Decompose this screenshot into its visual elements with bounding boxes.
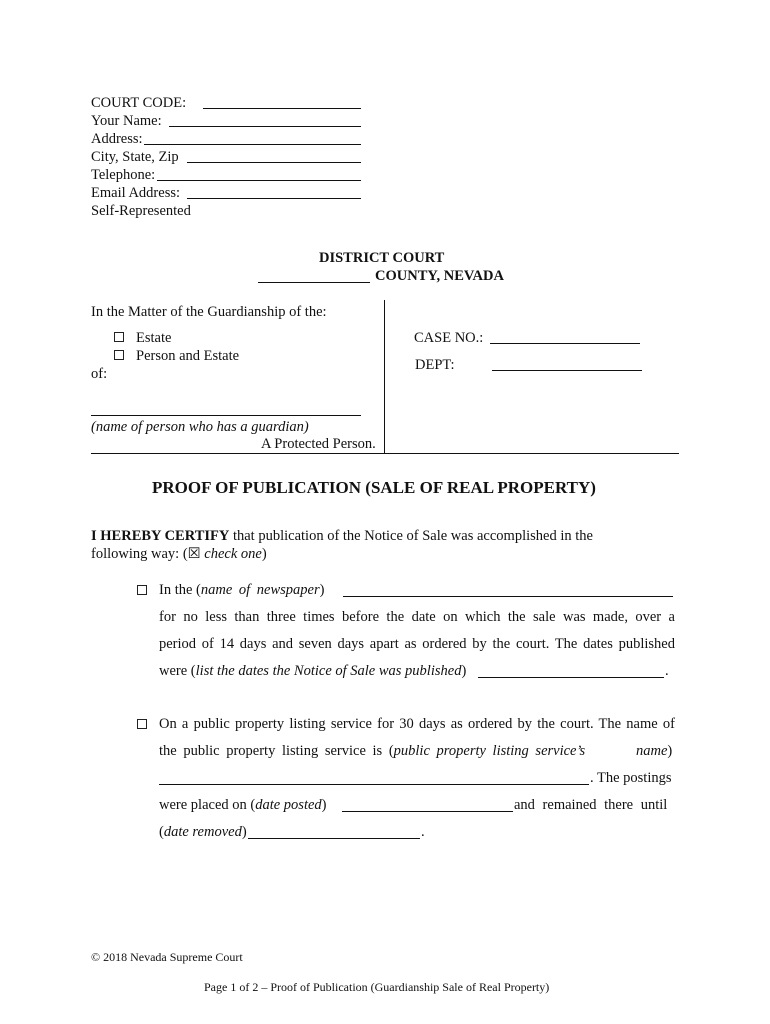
option2-line4-close: ) [321, 797, 327, 813]
dept-label: DEPT: [415, 357, 455, 373]
address-field[interactable] [144, 144, 361, 145]
name-hint: (name of person who has a guardian) [91, 419, 309, 435]
dept-field[interactable] [492, 370, 642, 371]
option2-line4-a: were placed on ( [159, 797, 256, 813]
listing-service-name-field[interactable] [159, 784, 589, 785]
telephone-field[interactable] [157, 180, 361, 181]
option2-line4-b: and remained there until [514, 797, 668, 813]
option1-line4-close: ) [461, 663, 467, 679]
of-label: of: [91, 366, 108, 382]
case-no-field[interactable] [490, 343, 640, 344]
option1-line-2: for no less than three times before the date on which the sale was made, over a [159, 609, 675, 625]
page-footer: Page 1 of 2 – Proof of Publication (Guardianship Sale of Real Property) [204, 980, 550, 994]
certify-line2-a: following way: ( [91, 546, 188, 562]
newspaper-checkbox[interactable] [137, 585, 147, 595]
newspaper-name-field[interactable] [343, 596, 673, 597]
estate-label: Estate [136, 330, 172, 346]
your-name-label: Your Name: [91, 113, 162, 129]
option2-line2-close: ) [667, 743, 673, 759]
newspaper-hint: name of newspaper [200, 582, 320, 598]
person-estate-checkbox[interactable] [114, 350, 124, 360]
certify-line-1 [91, 528, 593, 545]
option2-line-5 [159, 824, 247, 841]
email-field[interactable] [187, 198, 361, 199]
option2-line-4a [159, 797, 327, 814]
option1-line-1 [159, 582, 324, 599]
option2-line2-tail [636, 743, 672, 760]
date-removed-field[interactable] [248, 838, 420, 839]
option1-line4-end: . [665, 663, 669, 679]
certify-rest: that publication of the Notice of Sale was accomplished in the [229, 528, 593, 544]
certify-line2-close: ) [261, 546, 267, 562]
address-label: Address: [91, 131, 143, 147]
estate-checkbox[interactable] [114, 332, 124, 342]
option1-line4-a: were ( [159, 663, 196, 679]
option1-a-close: ) [319, 582, 325, 598]
protected-person-name-field[interactable] [91, 415, 361, 416]
option2-line-2 [159, 743, 585, 760]
self-represented-label: Self-Represented [91, 203, 191, 219]
certify-line-2 [91, 546, 267, 563]
certify-bold: I HEREBY CERTIFY [91, 528, 230, 544]
date-posted-hint: date posted [255, 797, 322, 813]
option2-line2-a: the public property listing service is ( [159, 743, 394, 759]
option2-line5-a: ( [159, 824, 164, 840]
listing-service-hint: public property listing service’s [393, 743, 586, 759]
listing-service-name-hint: name [636, 743, 668, 759]
date-removed-hint: date removed [163, 824, 242, 840]
checked-box-glyph: ☒ [187, 546, 201, 562]
check-one-hint: check one [200, 546, 262, 562]
option1-line-4 [159, 663, 466, 680]
option2-line3-end: . The postings [590, 770, 672, 786]
matter-label: In the Matter of the Guardianship of the: [91, 304, 327, 320]
person-estate-label: Person and Estate [136, 348, 240, 364]
date-posted-field[interactable] [342, 811, 513, 812]
city-state-zip-label: City, State, Zip [91, 149, 179, 165]
court-code-label: COURT CODE: [91, 95, 187, 111]
city-state-zip-field[interactable] [187, 162, 361, 163]
protected-person-label: A Protected Person. [261, 436, 376, 452]
case-no-label: CASE NO.: [414, 330, 484, 346]
copyright-notice: © 2018 Nevada Supreme Court [91, 950, 243, 964]
option2-line5-close: ) [241, 824, 247, 840]
court-title: DISTRICT COURT [319, 250, 445, 266]
caption-divider [384, 300, 385, 454]
county-field[interactable] [258, 282, 370, 283]
county-label: COUNTY, NEVADA [375, 268, 504, 284]
option2-line-1: On a public property listing service for 30 days as ordered by the court. The name of [159, 716, 675, 732]
email-label: Email Address: [91, 185, 181, 201]
document-title: PROOF OF PUBLICATION (SALE OF REAL PROPERTY) [152, 478, 596, 497]
dates-hint: list the dates the Notice of Sale was published [195, 663, 462, 679]
your-name-field[interactable] [169, 126, 361, 127]
option1-a: In the ( [159, 582, 201, 598]
option1-line-3: period of 14 days and seven days apart as ordered by the court. The dates published [159, 636, 675, 652]
option2-line5-end: . [421, 824, 425, 840]
court-code-field[interactable] [203, 108, 361, 109]
caption-bottom-rule [91, 453, 679, 454]
listing-service-checkbox[interactable] [137, 719, 147, 729]
dates-published-field[interactable] [478, 677, 664, 678]
telephone-label: Telephone: [91, 167, 156, 183]
